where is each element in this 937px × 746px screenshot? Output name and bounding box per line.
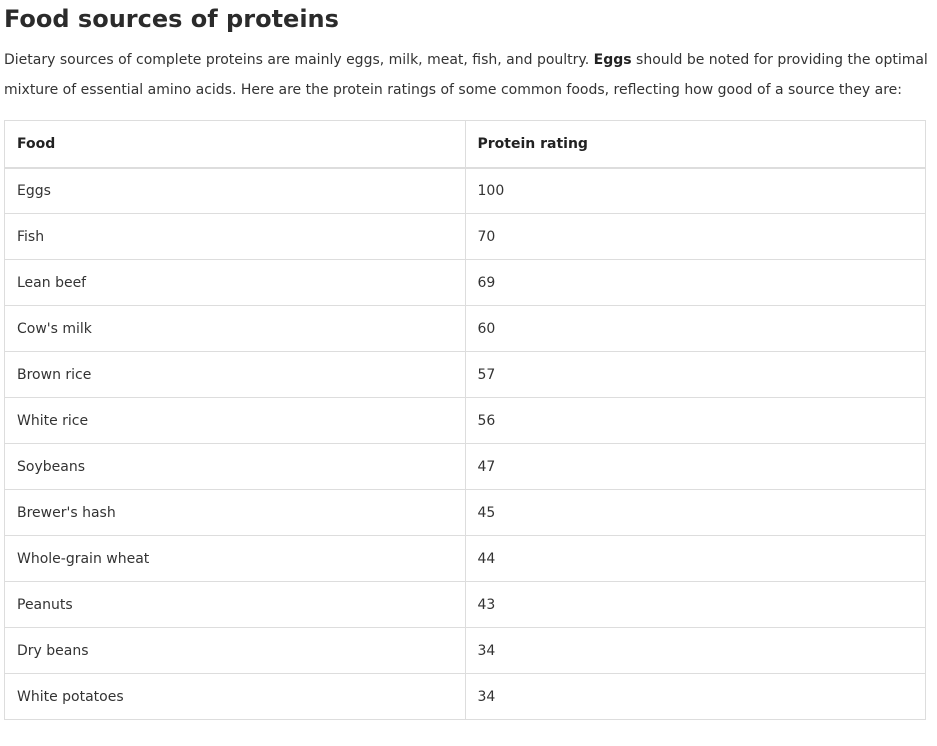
- rating-cell: 45: [465, 490, 926, 536]
- table-row: [5, 352, 926, 398]
- table-row: [5, 214, 926, 260]
- table-row: [5, 306, 926, 352]
- food-cell: Lean beef: [5, 260, 466, 306]
- food-cell: White potatoes: [5, 674, 466, 720]
- food-cell: Fish: [5, 214, 466, 260]
- table-row: [5, 260, 926, 306]
- table-row: [5, 444, 926, 490]
- rating-cell: 44: [465, 536, 926, 582]
- food-cell: Eggs: [5, 168, 466, 214]
- rating-cell: 34: [465, 674, 926, 720]
- rating-cell: 60: [465, 306, 926, 352]
- table-row: [5, 536, 926, 582]
- rating-cell: 47: [465, 444, 926, 490]
- intro-bold-eggs: Eggs: [593, 52, 632, 68]
- rating-cell: 69: [465, 260, 926, 306]
- rating-cell: 43: [465, 582, 926, 628]
- table-row: [5, 674, 926, 720]
- column-header-protein-rating: Protein rating: [465, 121, 926, 168]
- column-header-food: Food: [5, 121, 466, 168]
- food-cell: Cow's milk: [5, 306, 466, 352]
- food-cell: Peanuts: [5, 582, 466, 628]
- table-row: [5, 168, 926, 214]
- food-cell: White rice: [5, 398, 466, 444]
- food-cell: Soybeans: [5, 444, 466, 490]
- table-header-row: [5, 121, 926, 168]
- food-cell: Whole-grain wheat: [5, 536, 466, 582]
- rating-cell: 70: [465, 214, 926, 260]
- intro-paragraph: [4, 45, 929, 105]
- food-cell: Brewer's hash: [5, 490, 466, 536]
- food-cell: Dry beans: [5, 628, 466, 674]
- intro-text-before: Dietary sources of complete proteins are mainly eggs, milk, meat, fish, and poultry.: [4, 52, 594, 68]
- table-row: [5, 582, 926, 628]
- intro-text-after: should be noted for providing the optimal mixture of essential amino acids. Here are the protein ratings of some common foods, reflecting how good of a source they are:: [4, 52, 928, 98]
- food-cell: Brown rice: [5, 352, 466, 398]
- rating-cell: 34: [465, 628, 926, 674]
- rating-cell: 100: [465, 168, 926, 214]
- table-row: [5, 628, 926, 674]
- protein-ratings-table: [4, 120, 926, 720]
- table-row: [5, 398, 926, 444]
- table-row: [5, 490, 926, 536]
- rating-cell: 57: [465, 352, 926, 398]
- rating-cell: 56: [465, 398, 926, 444]
- page-title: Food sources of proteins: [4, 5, 339, 33]
